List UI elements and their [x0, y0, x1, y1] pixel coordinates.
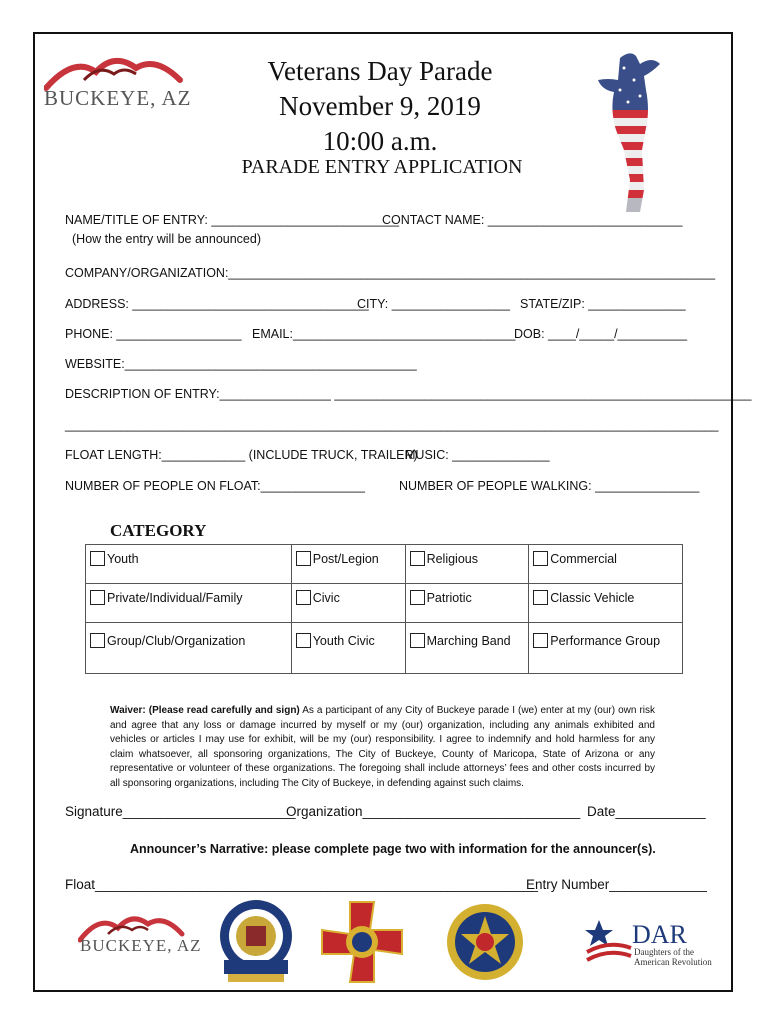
- signature-field[interactable]: Signature_______________________: [65, 804, 296, 819]
- category-row: [86, 623, 683, 674]
- name-title-field[interactable]: NAME/TITLE OF ENTRY: ___________________________: [65, 213, 400, 227]
- category-youth-civic[interactable]: Youth Civic: [291, 623, 405, 674]
- footer-buckeye-logo-text: BUCKEYE, AZ: [80, 936, 202, 955]
- category-row: [86, 584, 683, 623]
- title-line-3: 10:00 a.m.: [322, 126, 438, 156]
- category-classic-vehicle[interactable]: Classic Vehicle: [529, 584, 683, 623]
- checkbox-icon[interactable]: [90, 590, 105, 605]
- entry-number-field[interactable]: Entry Number_____________: [526, 877, 707, 892]
- category-performance-group[interactable]: Performance Group: [529, 623, 683, 674]
- vfw-cross-emblem-icon: [320, 900, 404, 984]
- waiver-text: [110, 704, 655, 792]
- description-line-2[interactable]: ______________________________________________________________________________________________: [65, 418, 719, 432]
- category-religious[interactable]: Religious: [405, 545, 529, 584]
- organization-field[interactable]: Organization_____________________________: [286, 804, 581, 819]
- vietnam-war-commemoration-seal-icon: [210, 896, 302, 984]
- float-length-field[interactable]: FLOAT LENGTH:____________ (INCLUDE TRUCK, TRAILER): [65, 448, 418, 462]
- waiver-heading: Waiver: (Please read carefully and sign): [110, 705, 300, 716]
- category-civic[interactable]: Civic: [291, 584, 405, 623]
- name-hint: (How the entry will be announced): [72, 232, 261, 246]
- music-field[interactable]: MUSIC: ______________: [405, 448, 550, 462]
- title-line-2: November 9, 2019: [279, 91, 481, 121]
- company-field[interactable]: COMPANY/ORGANIZATION:______________________________________________________________________: [65, 266, 716, 280]
- state-zip-field[interactable]: STATE/ZIP: ______________: [520, 297, 686, 311]
- checkbox-icon[interactable]: [296, 590, 311, 605]
- checkbox-icon[interactable]: [90, 551, 105, 566]
- category-group-club-organization[interactable]: Group/Club/Organization: [86, 623, 292, 674]
- checkbox-icon[interactable]: [410, 633, 425, 648]
- category-private-individual-family[interactable]: Private/Individual/Family: [86, 584, 292, 623]
- phone-field[interactable]: PHONE: __________________: [65, 327, 242, 341]
- category-title: CATEGORY: [110, 521, 207, 540]
- checkbox-icon[interactable]: [296, 551, 311, 566]
- category-youth[interactable]: Youth: [86, 545, 292, 584]
- announcer-narrative-note: Announcer’s Narrative: please complete page two with information for the announcer(s).: [130, 842, 656, 856]
- checkbox-icon[interactable]: [410, 590, 425, 605]
- checkbox-icon[interactable]: [410, 551, 425, 566]
- dar-flag-icon: [585, 918, 633, 966]
- checkbox-icon[interactable]: [296, 633, 311, 648]
- dar-logo-text: DAR: [632, 920, 687, 949]
- contact-name-field[interactable]: CONTACT NAME: ____________________________: [382, 213, 683, 227]
- buckeye-logo-text: BUCKEYE, AZ: [44, 86, 192, 110]
- category-row: [86, 545, 683, 584]
- dar-logo-subtitle: Daughters of the American Revolution: [634, 947, 712, 967]
- category-commercial[interactable]: Commercial: [529, 545, 683, 584]
- page-title: [200, 54, 560, 159]
- website-field[interactable]: WEBSITE:__________________________________________: [65, 357, 417, 371]
- people-on-float-field[interactable]: NUMBER OF PEOPLE ON FLOAT:_______________: [65, 479, 365, 493]
- category-post-legion[interactable]: Post/Legion: [291, 545, 405, 584]
- title-line-1: Veterans Day Parade: [267, 56, 493, 86]
- american-legion-emblem-icon: [443, 902, 527, 982]
- category-patriotic[interactable]: Patriotic: [405, 584, 529, 623]
- checkbox-icon[interactable]: [90, 633, 105, 648]
- checkbox-icon[interactable]: [533, 633, 548, 648]
- page-subtitle: PARADE ENTRY APPLICATION: [241, 156, 523, 178]
- date-field[interactable]: Date____________: [587, 804, 706, 819]
- checkbox-icon[interactable]: [533, 590, 548, 605]
- dob-field[interactable]: DOB: ____/_____/__________: [514, 327, 688, 341]
- checkbox-icon[interactable]: [533, 551, 548, 566]
- description-field[interactable]: DESCRIPTION OF ENTRY:________________ ____________________________________________________________: [65, 387, 752, 401]
- people-walking-field[interactable]: NUMBER OF PEOPLE WALKING: _______________: [399, 479, 700, 493]
- category-table: [85, 544, 683, 674]
- category-marching-band[interactable]: Marching Band: [405, 623, 529, 674]
- email-field[interactable]: EMAIL:________________________________: [252, 327, 516, 341]
- address-field[interactable]: ADDRESS: __________________________________: [65, 297, 369, 311]
- waiver-body: As a participant of any City of Buckeye parade I (we) enter at my (our) own risk and agree that any loss or damage incurred by myself or my (our) organization, including any animals exhibited and vehicles or articles I may use for exhibit, will be my (our) responsibility. I agree to indemnify and hold harmless for any claim whatsoever, all sponsoring organizations, The City of Buckeye, County of Maricopa, State of Arizona or any representative or volunteer of these organizations. The foregoing shall include attorneys’ fees and other costs incurred by all sponsoring organizations, including The City of Buckeye, in defending against such claims.: [110, 705, 655, 789]
- float-field[interactable]: Float___________________________________________________________: [65, 877, 538, 892]
- city-field[interactable]: CITY: _________________: [357, 297, 510, 311]
- saluting-soldier-flag-icon: [590, 50, 670, 216]
